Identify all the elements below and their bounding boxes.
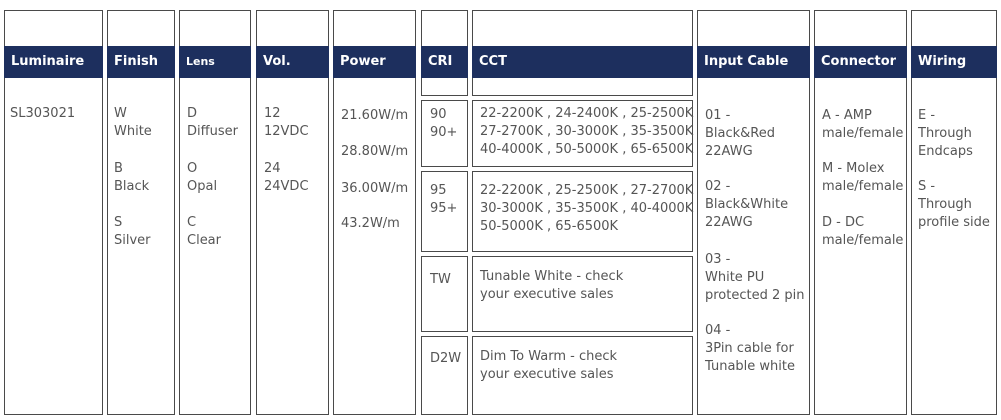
cri-row-4-box: [421, 336, 468, 415]
connector-type: male/female: [822, 179, 904, 194]
cct-list: [480, 182, 693, 236]
cct-line: your executive sales: [480, 287, 614, 302]
cct-line: 22-2200K , 25-2500K , 27-2700K: [480, 183, 694, 198]
connector-option: [822, 107, 903, 143]
vol-name: 12VDC: [264, 124, 309, 139]
connector-option: [822, 160, 903, 196]
cct-list: [480, 268, 623, 304]
cri-row-3-box: [421, 256, 468, 332]
cable-line: Black&Red: [705, 126, 776, 141]
header-cri: CRI: [421, 46, 468, 78]
cri-value: [430, 106, 457, 142]
cct-line: 50-5000K , 65-6500K: [480, 219, 619, 234]
cct-line: Dim To Warm - check: [480, 349, 618, 364]
cable-code: 01 -: [705, 108, 731, 123]
power-value: 28.80W/m: [341, 144, 409, 159]
header-luminaire: Luminaire: [4, 46, 103, 78]
cri-value: TW: [430, 272, 451, 287]
cable-code: 02 -: [705, 179, 731, 194]
wiring-line: Endcaps: [918, 144, 973, 159]
lens-code: C: [187, 215, 197, 230]
cable-code: 03 -: [705, 252, 731, 267]
cri-code: 90: [430, 107, 447, 122]
cable-line: 3Pin cable for: [705, 341, 794, 356]
header-input-cable: Input Cable: [697, 46, 810, 78]
connector-type: male/female: [822, 233, 904, 248]
finish-option-silver: [114, 214, 151, 250]
cable-line: Tunable white: [705, 359, 795, 374]
finish-name: Silver: [114, 233, 151, 248]
cct-line: 40-4000K , 50-5000K , 65-6500K: [480, 142, 694, 157]
wiring-line: Through: [918, 126, 972, 141]
finish-option-black: [114, 160, 149, 196]
finish-code: W: [114, 106, 127, 121]
header-cct: CCT: [472, 46, 693, 78]
connector-code: D - DC: [822, 215, 865, 230]
connector-code: A - AMP: [822, 108, 872, 123]
header-wiring: Wiring: [911, 46, 997, 78]
cri-value: D2W: [430, 351, 462, 366]
vol-code: 12: [264, 106, 281, 121]
wiring-code: E -: [918, 108, 936, 123]
cct-line: 22-2200K , 24-2400K , 25-2500K: [480, 106, 694, 121]
power-value: 43.2W/m: [341, 216, 400, 231]
cct-line: Tunable White - check: [480, 269, 624, 284]
cct-line: 27-2700K , 30-3000K , 35-3500K: [480, 124, 694, 139]
cable-line: White PU: [705, 270, 765, 285]
power-value: 21.60W/m: [341, 108, 409, 123]
cct-line: your executive sales: [480, 367, 614, 382]
cri-value: [430, 182, 457, 218]
header-finish: Finish: [107, 46, 175, 78]
cable-line: 22AWG: [705, 215, 753, 230]
vol-name: 24VDC: [264, 179, 309, 194]
input-cable-option: [705, 251, 805, 305]
header-connector: Connector: [814, 46, 907, 78]
finish-name: Black: [114, 179, 150, 194]
lens-name: Clear: [187, 233, 221, 248]
wiring-option: [918, 107, 973, 161]
cable-line: 22AWG: [705, 144, 753, 159]
lens-option-clear: [187, 214, 221, 250]
connector-code: M - Molex: [822, 161, 885, 176]
lens-name: Diffuser: [187, 124, 238, 139]
input-cable-option: [705, 107, 775, 161]
lens-code: O: [187, 161, 198, 176]
input-cable-option: [705, 178, 788, 232]
vol-option-12: [264, 105, 309, 141]
header-power: Power: [333, 46, 416, 78]
finish-name: White: [114, 124, 152, 139]
header-lens: Lens: [179, 46, 251, 78]
lens-option-opal: [187, 160, 217, 196]
finish-code: S: [114, 215, 123, 230]
power-value: 36.00W/m: [341, 181, 409, 196]
cri-code: 95: [430, 183, 447, 198]
cri-code: 95+: [430, 201, 458, 216]
luminaire-code: SL303021: [10, 106, 76, 121]
cable-line: protected 2 pin: [705, 288, 805, 303]
vol-option-24: [264, 160, 309, 196]
connector-type: male/female: [822, 126, 904, 141]
cct-list: [480, 348, 617, 384]
lens-option-diffuser: [187, 105, 238, 141]
lens-name: Opal: [187, 179, 218, 194]
cable-line: Black&White: [705, 197, 789, 212]
wiring-code: S -: [918, 179, 936, 194]
finish-option-white: [114, 105, 152, 141]
finish-code: B: [114, 161, 123, 176]
cri-code: 90+: [430, 125, 458, 140]
cct-list: [480, 105, 693, 159]
wiring-line: Through: [918, 197, 972, 212]
input-cable-option: [705, 322, 795, 376]
wiring-option: [918, 178, 990, 232]
cable-code: 04 -: [705, 323, 731, 338]
lens-code: D: [187, 106, 198, 121]
header-vol: Vol.: [256, 46, 329, 78]
vol-code: 24: [264, 161, 281, 176]
connector-option: [822, 214, 903, 250]
wiring-line: profile side: [918, 215, 990, 230]
cct-line: 30-3000K , 35-3500K , 40-4000K: [480, 201, 694, 216]
